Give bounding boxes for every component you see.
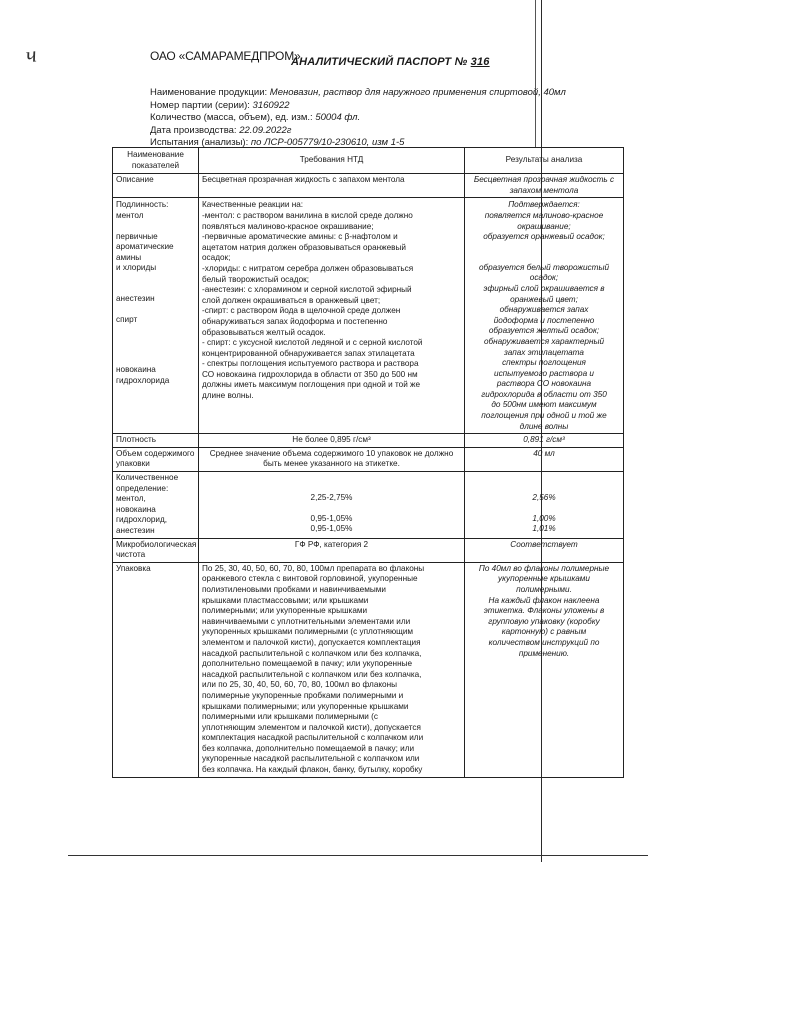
row-name: Упаковка (113, 562, 199, 777)
table-row-micro (113, 538, 624, 562)
row-requirement: По 25, 30, 40, 50, 60, 70, 80, 100мл препарата во флаконы оранжевого стекла с винтовой горловиной, укупоренные полиэтиленовыми пробками и навинчиваемыми крышками пластмассовыми; или крышками полимерными; или укупоренные крышками навинчиваемыми с уплотнительными элементами или укупоренных крышками полимерными (с уплотняющим элементом и палочкой кисти), допускается комплектация насадкой распылительной с колпачком или без колпачка, дополнительно помещаемой в пачку; или укупоренные насадкой распылительной с колпачком или без колпачка, или по 25, 30, 40, 50, 60, 70, 80, 100мл во флаконы полимерные укупоренные пробками полимерными и крышками полимерными; или укупоренные крышками полимерными или крышками полимерными (с уплотняющим элементом и палочкой кисти), допускается комплектация насадкой распылительной с колпачком или без колпачка, дополнительно помещаемой в пачку; или укупоренные насадкой распылительной с колпачком или без колпачка. На каждый флакон, банку, бутылку, коробку (199, 562, 465, 777)
table-row-packaging (113, 562, 624, 777)
row-name: Объем содержимого упаковки (113, 447, 199, 471)
analysis-table (112, 147, 624, 778)
row-name: Подлинность: ментол первичные ароматические амины и хлориды анестезин спирт новокаина гидрохлорида (113, 198, 199, 434)
row-requirement: Качественные реакции на: -ментол: с раствором ванилина в кислой среде должно появляться малиново-красное окрашивание; -первичные ароматические амины: с β-нафтолом и ацетатом натрия должен образовываться оранжевый осадок; -хлориды: с нитратом серебра должен образовываться белый творожистый осадок; -анестезин: с хлорамином и серной кислотой эфирный слой должен окрашиваться в оранжевый цвет; -спирт: с раствором йода в щелочной среде должен обнаруживаться запах йодоформа и постепенно образовываться желтый осадок. - спирт: с уксусной кислотой ледяной и с серной кислотой концентрированной обнаруживается запах этилацетата - спектры поглощения испытуемого раствора и раствора СО новокаина гидрохлорида в области от 350 до 500 нм должны иметь максимум поглощения при одной и той же длине волны. (199, 198, 465, 434)
row-name: Плотность (113, 434, 199, 448)
row-result: 2,56% 1,00% 1,01% (465, 472, 624, 539)
meta-tests: Испытания (анализы): по ЛСР-005779/10-230610, изм 1-5 (150, 137, 405, 149)
handwritten-mark: ч (24, 41, 39, 68)
row-requirement: Среднее значение объема содержимого 10 упаковок не должно быть менее указанного на этикетке. (199, 447, 465, 471)
meta-date: Дата производства: 22.09.2022г (150, 124, 292, 136)
row-result: По 40мл во флаконы полимерные укупоренные крышками полимерными. На каждый флакон наклеена этикетка. Флаконы уложены в групповую упаковку (коробку картонную) с равным количеством инструкций по применению. (465, 562, 624, 777)
row-name: Количественное определение: ментол, новокаина гидрохлорид, анестезин (113, 472, 199, 539)
row-requirement: Бесцветная прозрачная жидкость с запахом ментола (199, 174, 465, 198)
table-row-volume (113, 447, 624, 471)
row-result: Бесцветная прозрачная жидкость с запахом ментола (465, 174, 624, 198)
table-header-row (113, 148, 624, 174)
row-result: 40 мл (465, 447, 624, 471)
meta-product: Наименование продукции: Меновазин, раствор для наружного применения спиртовой, 40мл (150, 87, 566, 98)
row-name: Микробиологическая чистота (113, 538, 199, 562)
title-prefix: АНАЛИТИЧЕСКИЙ ПАСПОРТ № (291, 56, 468, 68)
header-requirements: Требования НТД (199, 148, 465, 174)
row-name: Описание (113, 174, 199, 198)
passport-number: 316 (470, 56, 490, 68)
table-row-identity (113, 198, 624, 434)
row-requirement: ГФ РФ, категория 2 (199, 538, 465, 562)
document-title (291, 56, 490, 68)
product-meta (150, 87, 566, 150)
row-result: Подтверждается: появляется малиново-красное окрашивание; образуется оранжевый осадок; образуется белый творожистый осадок; эфирный слой окрашивается в оранжевый цвет; обнаруживается запах йодоформа и постепенно образуется желтый осадок; обнаруживается характерный запах этилацетата спектры поглощения испытуемого раствора и раствора СО новокаина гидрохлорида в области от 350 до 500нм имеют максимум поглощения при одной и той же длине волны (465, 198, 624, 434)
row-result: Соответствует (465, 538, 624, 562)
meta-batch: Номер партии (серии): 3160922 (150, 99, 290, 111)
meta-quantity: Количество (масса, объем), ед. изм.: 50004 фл. (150, 112, 361, 124)
row-result: 0,891 г/см³ (465, 434, 624, 448)
row-requirement: Не более 0,895 г/см³ (199, 434, 465, 448)
table-row-density (113, 434, 624, 448)
organization-name: ОАО «САМАРАМЕДПРОМ» (150, 49, 301, 63)
header-name: Наименование показателей (113, 148, 199, 174)
table-row-assay (113, 472, 624, 539)
header-results: Результаты анализа (465, 148, 624, 174)
scan-horizontal-line (68, 855, 648, 856)
row-requirement: 2,25-2,75% 0,95-1,05% 0,95-1,05% (199, 472, 465, 539)
table-row-description (113, 174, 624, 198)
